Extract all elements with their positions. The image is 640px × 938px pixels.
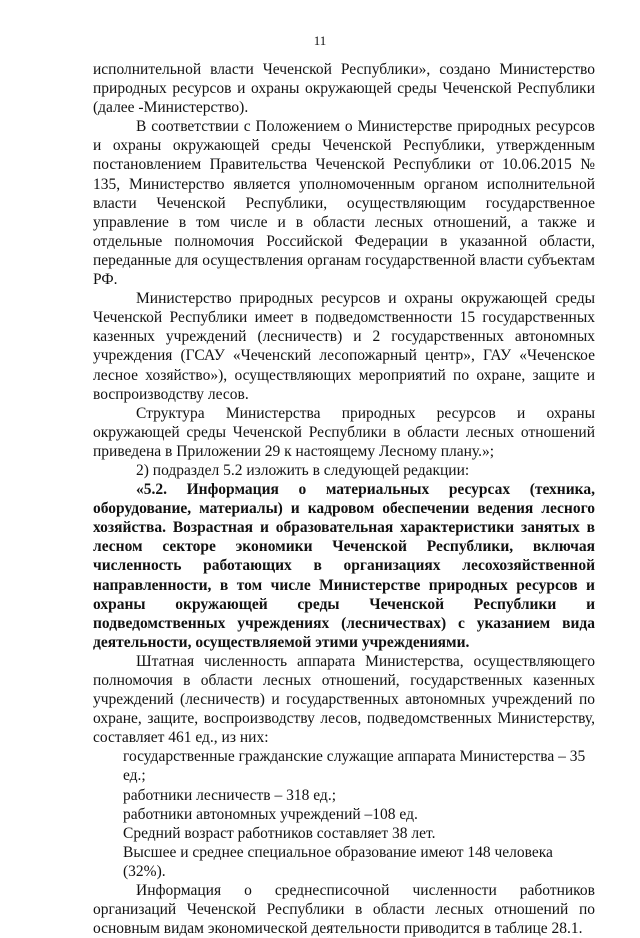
paragraph-subsection-amendment: 2) подраздел 5.2 изложить в следующей редакции: (136, 461, 470, 479)
paragraph-subordinate-institutions: Министерство природных ресурсов и охраны окружающей среды Чеченской Республики имеет в подведомственности 15 государственных казенных учреждений (лесничеств) и 2 государственных автономных учреждения (ГСАУ «Чеченский лесопожарный центр», ГАУ «Чеченское лесное хозяйство»), осуществляющих мероприятий по охране, защите и воспроизводству лесов. (93, 290, 595, 403)
paragraph-structure: Структура Министерства природных ресурсов и охраны окружающей среды Чеченской Республики в области лесных отношений приведена в Приложении 29 к настоящему Лесному плану.»; (93, 404, 595, 460)
page-number: 11 (313, 33, 327, 48)
section-heading-5-2: «5.2. Информация о материальных ресурсах (техника, оборудование, материалы) и кадровом обеспечении ведения лесного хозяйства. Возрастная и образовательная характеристики занятых в лесном секторе экономики Чеченской Республики, включая численность работающих в организациях лесохозяйственной направленности, в том числе Министерстве природных ресурсов и охраны окружающей среды Чеченской Республики и подведомственных учреждениях (лесничествах) с указанием вида деятельности, осуществляемой этими учреждениями. (93, 481, 595, 651)
paragraph-table-reference: Информация о среднесписочной численности работников организаций Чеченской Республики в области лесных отношений по основным видам экономической деятельности приводится в таблице 28.1. (93, 882, 595, 938)
paragraph-average-age: Средний возраст работников составляет 38 лет. (123, 824, 436, 842)
list-item-autonomous-workers: работники автономных учреждений –108 ед. (123, 805, 418, 823)
paragraph-staff-count: Штатная численность аппарата Министерства, осуществляющего полномочия в области лесных отношений, государственных казенных учреждений (лесничеств) и государственных автономных учреждений по охране, защите, воспроизводству лесов, подведомственных Министерству, составляет 461 ед., из них: (93, 652, 595, 747)
body-text (93, 60, 595, 938)
paragraph-regulation: В соответствии с Положением о Министерстве природных ресурсов и охраны окружающей среды Чеченской Республики, утвержденным постановлением Правительства Чеченской Республики от 10.06.2015 № 135, Министерство является уполномоченным органом исполнительной власти Чеченской Республики, осуществляющим государственное управление в том числе и в области лесных отношений, а также и отдельные полномочия Российской Федерации в указанной области, переданные для осуществления органам государственной власти субъектам РФ. (93, 118, 595, 289)
list-item-forestry-workers: работники лесничеств – 318 ед.; (123, 786, 336, 804)
list-item-civil-servants: государственные гражданские служащие аппарата Министерства – 35 ед.; (123, 748, 586, 785)
paragraph-ministry-created: исполнительной власти Чеченской Республики», создано Министерство природных ресурсов и охраны окружающей среды Чеченской Республики (далее -Министерство). (93, 61, 595, 117)
paragraph-education: Высшее и среднее специальное образование имеют 148 человека (32%). (123, 843, 553, 880)
